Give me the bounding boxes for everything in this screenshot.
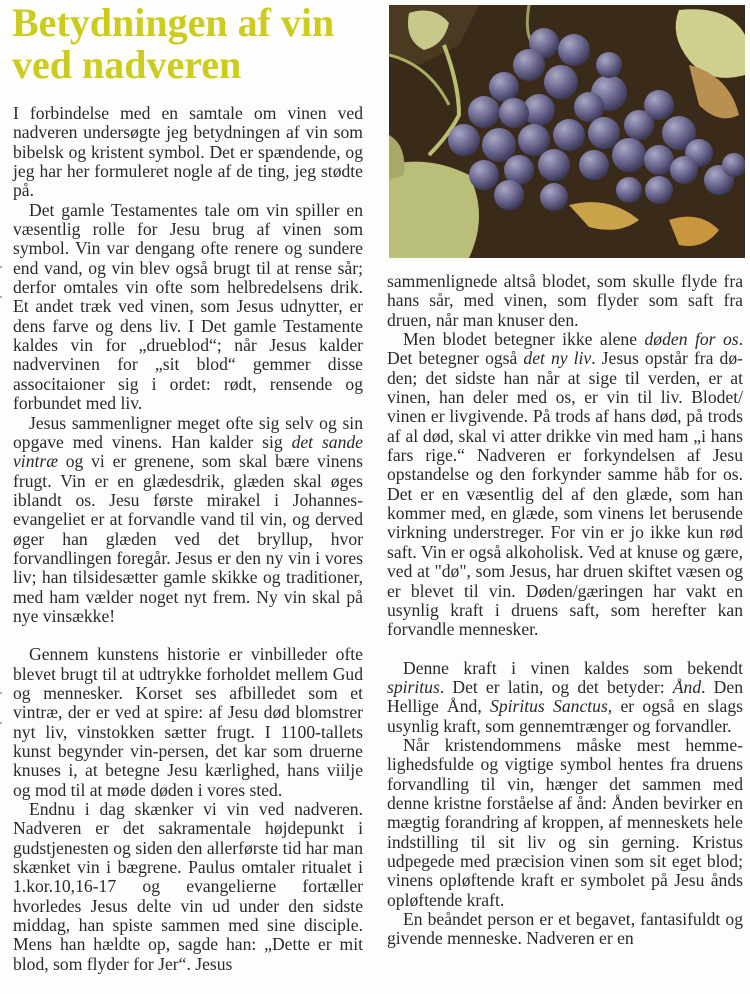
emphasis: Spiritus Sanctus,: [490, 696, 613, 717]
paragraph-spiritus: [387, 659, 743, 736]
paragraph-old-testament: Det gamle Testamentes tale om vin spiller en væsentlig rolle for Jesu brug af vinen som symbol. Vin var dengang ofte renere og sundere end vand, og vin blev også brugt til at rense sår; derfor omtales vin ofte som helbredelsens drik. Et andet træk ved vinen, som Jesus udnytter, er dens farve og dens liv. I Det gamle Testamente kaldes vin for „drueblod“; når Jesus kalder nadvervinen for „sit blod“ gemmer disse associtaioner sig i ordet: rødt, rensende og forbundet med liv.: [13, 199, 363, 414]
paragraph-transformation: Når kristendommens måske mest hemmelighedsfulde og vigtige symbol hentes fra druens forvandling til vin, hænger det sammen med denne kristne forståelse af ånd: Ånden bevirker en mægtig forandring af kroppen, af menneskets hele indstilling til sit liv og sin gerning. Kristus udpegede med præcision vinen som sit eget blod; vinens opløftende kraft er symbolet på Jesu ånds opløftende kraft.: [387, 734, 743, 910]
emphasis: døden for os: [644, 329, 739, 350]
paragraph-intro: I forbindelse med en samtale om vinen ved nadveren undersøgte jeg betydningen af vin som bibelsk og kristent symbol. Det er spændende, og jeg har her formuleret nogle af de ting, jeg stødte på.: [13, 103, 363, 201]
emphasis: Ånd: [672, 676, 702, 697]
text: . Den Hellige Ånd,: [387, 676, 743, 717]
left-column: [13, 104, 363, 974]
article-title: [12, 2, 382, 86]
right-column: [387, 272, 743, 949]
paragraph-inspired-person: En beåndet person er et begavet, fantasifuldt og givende menneske. Nadveren er en: [387, 909, 743, 949]
title-line-2: ved nadveren: [12, 42, 242, 87]
title-line-1: Betydningen af vin: [12, 0, 335, 45]
grapes-photo: [389, 5, 745, 258]
text: Jesus sammenligner meget ofte sig selv og sin opgave med vinens. Han kalder sig: [13, 412, 363, 452]
text: Men blodet betegner ikke alene: [403, 329, 645, 350]
text: er også en slags usynlig kraft, som gennemtrænger og forvandler.: [387, 696, 743, 736]
paragraph-blood-comparison: sammenlignede altså blodet, som skulle flyde fra hans sår, med vinen, som flyder som saft fra druen, når man knuser den.: [387, 271, 743, 330]
paragraph-communion-today: Endnu i dag skænker vi vin ved nadveren. Nadveren er det sakramentale højdepunkt i gudstjenesten og siden den allerførste tid har man skænket vin i bægrene. Paulus omtaler ritualet i 1.kor.10,16-17 og evangelierne fortæller hvorledes Jesus delte vin ud under den sidste middag, han spiste sammen med sine disciple. Mens han hældte op, sagde han: „Dette er mit blod, som flyder for Jer“. Jesus: [13, 799, 363, 974]
emphasis: det sande vintræ: [13, 431, 363, 472]
emphasis: det ny liv: [523, 348, 592, 369]
text: . Jesus opstår fra døden; det sidste han når at sige til verden, er at vinen, han deler med os, er vin til liv. Blodet/ vinen er livgivende. På trods af hans død, på trods af al død, skal vi atter drikke vin med ham „i hans fars rige.“ Nadveren er forkyndelsen af Jesu opstandelse og den forkynder samme håb for os. Det er en væsentlig del af den glæde, som han kommer med, en glæde, som vinens let berusende virkning understreger. For vin er jo ikke kun rød saft. Vin er også alkoholisk. Ved at knuse og gære, ved at "dø", som Jesus, har druen skiftet væsen og er blevet til vin. Døden/gæringen har vakt en usynlig kraft i druens saft, som herefter kan forvandle mennesker.: [387, 348, 743, 640]
paragraph-art-history: Gennem kunstens historie er vinbilleder ofte blevet brugt til at udtrykke forholdet mellem Gud og mennesker. Korset ses afbilledet som et vintræ, der er ved at spire: af Jesu død blomstrer nyt liv, vinstokken sætter frugt. I 1100-tallets kunst begynder vin-persen, det kar som druerne knuses i, at betegne Jesu kærlighed, hans viilje og mod til at møde døden i vores sted.: [13, 644, 363, 800]
paragraph-new-life: [387, 330, 743, 640]
text: Denne kraft i vinen kaldes som bekendt: [403, 657, 743, 678]
paragraph-true-vine: [13, 414, 363, 627]
text: . Det betegner også: [387, 329, 743, 369]
text: og vi er grenene, som skal bære vinens frugt. Vin er en glædesdrik, glæden skal øges iblandt os. Jesu første mirakel i Johannes-evangeliet er at forvandle vand til vin, og derved øger han glæden ved det bryllup, hvor forvandlingen foregår. Jesus er den ny vin i vores liv; han tilsidesætter gamle skikke og traditioner, med ham vælder noget nyt frem. Ny vin skal på nye vinsække!: [13, 451, 363, 626]
emphasis: spiritus: [387, 676, 440, 697]
text: . Det er latin, og det betyder:: [439, 676, 673, 697]
grape-photo-icon: [389, 5, 745, 258]
